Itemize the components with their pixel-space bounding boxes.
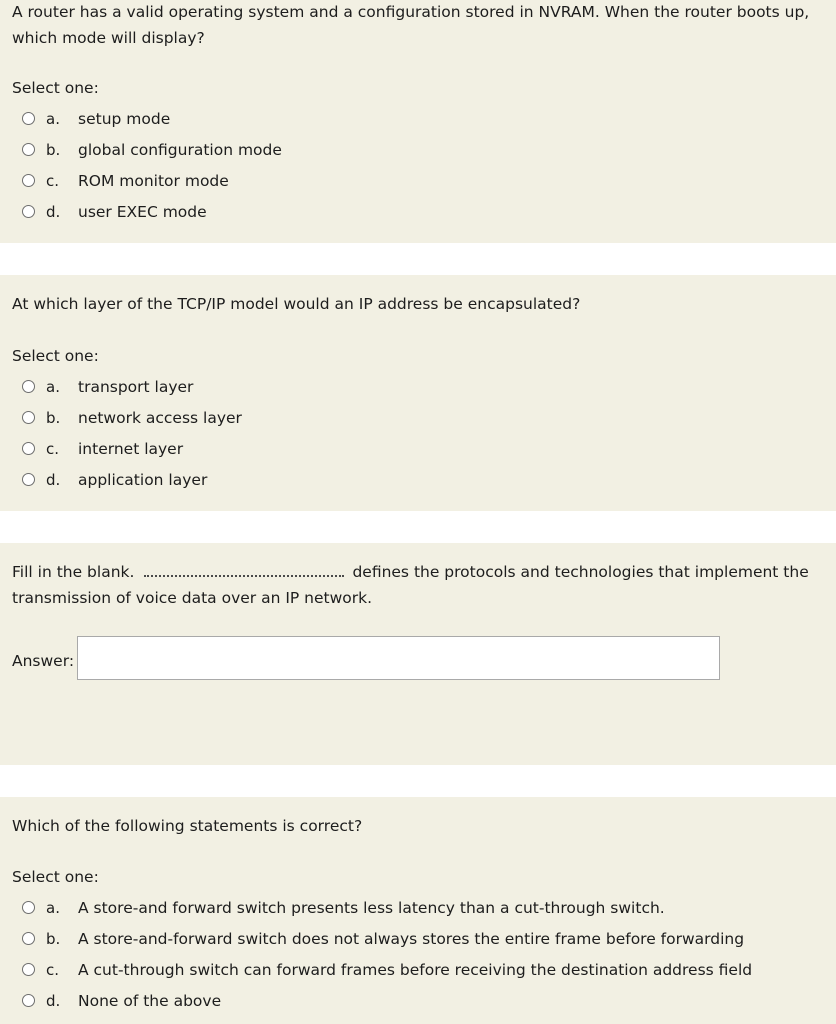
question-1-text: A router has a valid operating system and a configuration stored in NVRAM. When the router boots up, which mode will display? xyxy=(12,3,810,47)
question-2-select-label: Select one: xyxy=(12,347,99,365)
question-4-option-c[interactable] xyxy=(22,960,802,982)
answer-label: Answer: xyxy=(12,652,75,670)
question-2-option-d[interactable] xyxy=(22,470,802,492)
option-label[interactable]: global configuration mode xyxy=(78,141,282,159)
question-3-text-before: Fill in the blank. xyxy=(12,563,135,581)
question-2-panel xyxy=(0,275,836,511)
radio-icon[interactable] xyxy=(22,901,35,914)
question-4-panel xyxy=(0,797,836,1024)
question-4-option-a[interactable] xyxy=(22,898,802,920)
question-3-text-after: defines the protocols and technologies that implement the transmission of voice data over an IP network. xyxy=(12,563,809,607)
radio-icon[interactable] xyxy=(22,963,35,976)
option-letter: d. xyxy=(46,471,61,489)
question-2-option-b[interactable] xyxy=(22,408,802,430)
question-3-text xyxy=(12,559,822,611)
radio-icon[interactable] xyxy=(22,932,35,945)
option-letter: c. xyxy=(46,440,60,458)
radio-icon[interactable] xyxy=(22,143,35,156)
option-letter: a. xyxy=(46,110,60,128)
option-label[interactable]: A store-and-forward switch does not always stores the entire frame before forwarding xyxy=(78,930,745,948)
question-4-option-d[interactable] xyxy=(22,991,802,1013)
question-1-option-c[interactable] xyxy=(22,171,802,193)
option-label[interactable]: A cut-through switch can forward frames before receiving the destination address field xyxy=(78,961,753,979)
question-2-text: At which layer of the TCP/IP model would an IP address be encapsulated? xyxy=(12,295,581,313)
answer-input[interactable] xyxy=(77,636,720,680)
option-label[interactable]: A store-and forward switch presents less latency than a cut-through switch. xyxy=(78,899,665,917)
question-1-option-b[interactable] xyxy=(22,140,802,162)
question-4-text: Which of the following statements is correct? xyxy=(12,817,363,835)
blank-placeholder xyxy=(144,563,344,577)
option-label[interactable]: setup mode xyxy=(78,110,171,128)
radio-icon[interactable] xyxy=(22,442,35,455)
option-letter: a. xyxy=(46,899,60,917)
radio-icon[interactable] xyxy=(22,205,35,218)
question-1-option-d[interactable] xyxy=(22,202,802,224)
option-label[interactable]: internet layer xyxy=(78,440,184,458)
radio-icon[interactable] xyxy=(22,380,35,393)
question-2-option-c[interactable] xyxy=(22,439,802,461)
radio-icon[interactable] xyxy=(22,994,35,1007)
radio-icon[interactable] xyxy=(22,112,35,125)
option-letter: b. xyxy=(46,141,61,159)
question-4-option-b[interactable] xyxy=(22,929,802,951)
option-letter: d. xyxy=(46,992,61,1010)
option-letter: c. xyxy=(46,172,60,190)
option-label[interactable]: network access layer xyxy=(78,409,242,427)
option-label[interactable]: ROM monitor mode xyxy=(78,172,229,190)
question-1-panel xyxy=(0,0,836,243)
option-letter: d. xyxy=(46,203,61,221)
question-1-option-a[interactable] xyxy=(22,109,802,131)
option-letter: b. xyxy=(46,409,61,427)
option-letter: c. xyxy=(46,961,60,979)
question-3-panel xyxy=(0,543,836,765)
radio-icon[interactable] xyxy=(22,411,35,424)
option-letter: b. xyxy=(46,930,61,948)
radio-icon[interactable] xyxy=(22,473,35,486)
option-letter: a. xyxy=(46,378,60,396)
option-label[interactable]: user EXEC mode xyxy=(78,203,207,221)
radio-icon[interactable] xyxy=(22,174,35,187)
option-label[interactable]: application layer xyxy=(78,471,208,489)
question-4-select-label: Select one: xyxy=(12,868,99,886)
option-label[interactable]: None of the above xyxy=(78,992,222,1010)
question-2-option-a[interactable] xyxy=(22,377,802,399)
question-1-select-label: Select one: xyxy=(12,79,99,97)
option-label[interactable]: transport layer xyxy=(78,378,194,396)
